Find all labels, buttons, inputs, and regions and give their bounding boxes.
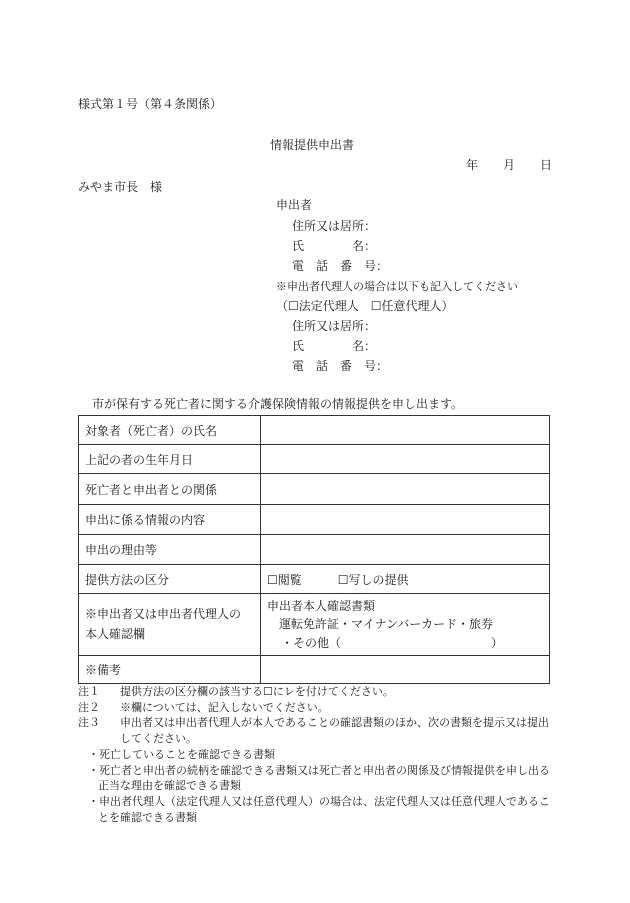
agent-phone-label: 電 話 番 号： [292, 359, 389, 373]
note-1 [78, 684, 558, 700]
note-3-label: 注３ [78, 716, 100, 730]
applicant-name-label: 氏 名： [292, 239, 377, 253]
date-day-label: 日 [540, 158, 553, 172]
agent-types: （☐法定代理人 ☐任意代理人） [276, 299, 454, 313]
row-label-id-check [79, 594, 261, 656]
form-number: 様式第１号（第４条関係） [78, 97, 223, 111]
field-remarks[interactable] [261, 656, 550, 684]
notes-section [78, 684, 558, 825]
row-label-remarks: ※備考 [79, 656, 261, 684]
agent-name-label: 氏 名： [292, 339, 377, 353]
list-item: ・死亡していることを確認できる書類 [88, 747, 275, 761]
row-label-reason: 申出の理由等 [79, 535, 261, 565]
field-reason[interactable] [261, 535, 550, 565]
field-id-check [261, 594, 550, 656]
applicant-address-label: 住所又は居所： [292, 219, 377, 233]
list-item: ・死亡者と申出者の続柄を確認できる書類又は死亡者と申出者の関係及び情報提供を申し出る正当な理由を確認できる書類 [88, 763, 550, 793]
applicant-phone-label: 電 話 番 号： [292, 259, 389, 273]
table-row [79, 656, 550, 684]
id-check-label-line1: ※申出者又は申出者代理人の [85, 607, 242, 622]
agent-note: ※申出者代理人の場合は以下も記入してください [276, 280, 518, 293]
addressee: みやま市長 様 [78, 180, 163, 194]
date-month-label: 月 [503, 158, 516, 172]
table-row [79, 565, 550, 594]
field-provision-method[interactable]: ☐閲覧 ☐写しの提供 [261, 565, 550, 594]
row-label-info-content: 申出に係る情報の内容 [79, 505, 261, 535]
row-label-birthdate: 上記の者の生年月日 [79, 445, 261, 474]
table-row [79, 594, 550, 656]
table-row [79, 535, 550, 565]
list-item: ・申出者代理人（法定代理人又は任意代理人）の場合は、法定代理人又は任意代理人であることを確認できる書類 [88, 795, 550, 824]
note-1-label: 注１ [78, 685, 100, 698]
note-3-text: 申出者又は申出者代理人が本人であることの確認書類のほか、次の書類を提示又は提出してください。 [120, 716, 549, 746]
note-2-label: 注２ [78, 700, 100, 714]
field-relationship[interactable] [261, 474, 550, 505]
date-year-label: 年 [466, 158, 479, 172]
note-3 [78, 715, 558, 746]
row-label-provision-method: 提供方法の区分 [79, 565, 261, 594]
id-check-other-label: ・その他（ [281, 635, 342, 650]
note-2 [78, 700, 558, 716]
field-deceased-name[interactable] [261, 416, 550, 445]
field-info-content[interactable] [261, 505, 550, 535]
id-check-label-line2: 本人確認欄 [85, 626, 146, 641]
application-table [78, 415, 550, 684]
page-title: 情報提供申出書 [270, 138, 355, 152]
note-1-text: 提供方法の区分欄の該当する☐にレを付けてください。 [120, 685, 394, 698]
table-row [79, 505, 550, 535]
field-birthdate[interactable] [261, 445, 550, 474]
row-label-relationship: 死亡者と申出者との関係 [79, 474, 261, 505]
intro-statement: 市が保有する死亡者に関する介護保険情報の情報提供を申し出ます。 [92, 397, 464, 411]
note-2-text: ※欄については、記入しないでください。 [120, 700, 329, 714]
id-check-other [267, 634, 543, 653]
table-row [79, 445, 550, 474]
required-documents-list [78, 747, 558, 826]
table-row [79, 416, 550, 445]
id-check-other-close: ） [491, 635, 504, 650]
id-check-heading: 申出者本人確認書類 [267, 598, 376, 613]
id-check-documents: 運転免許証・マイナンバーカード・旅券 [279, 617, 494, 632]
table-row [79, 474, 550, 505]
applicant-heading: 申出者 [276, 198, 313, 212]
row-label-deceased-name: 対象者（死亡者）の氏名 [79, 416, 261, 445]
agent-address-label: 住所又は居所： [292, 319, 377, 333]
